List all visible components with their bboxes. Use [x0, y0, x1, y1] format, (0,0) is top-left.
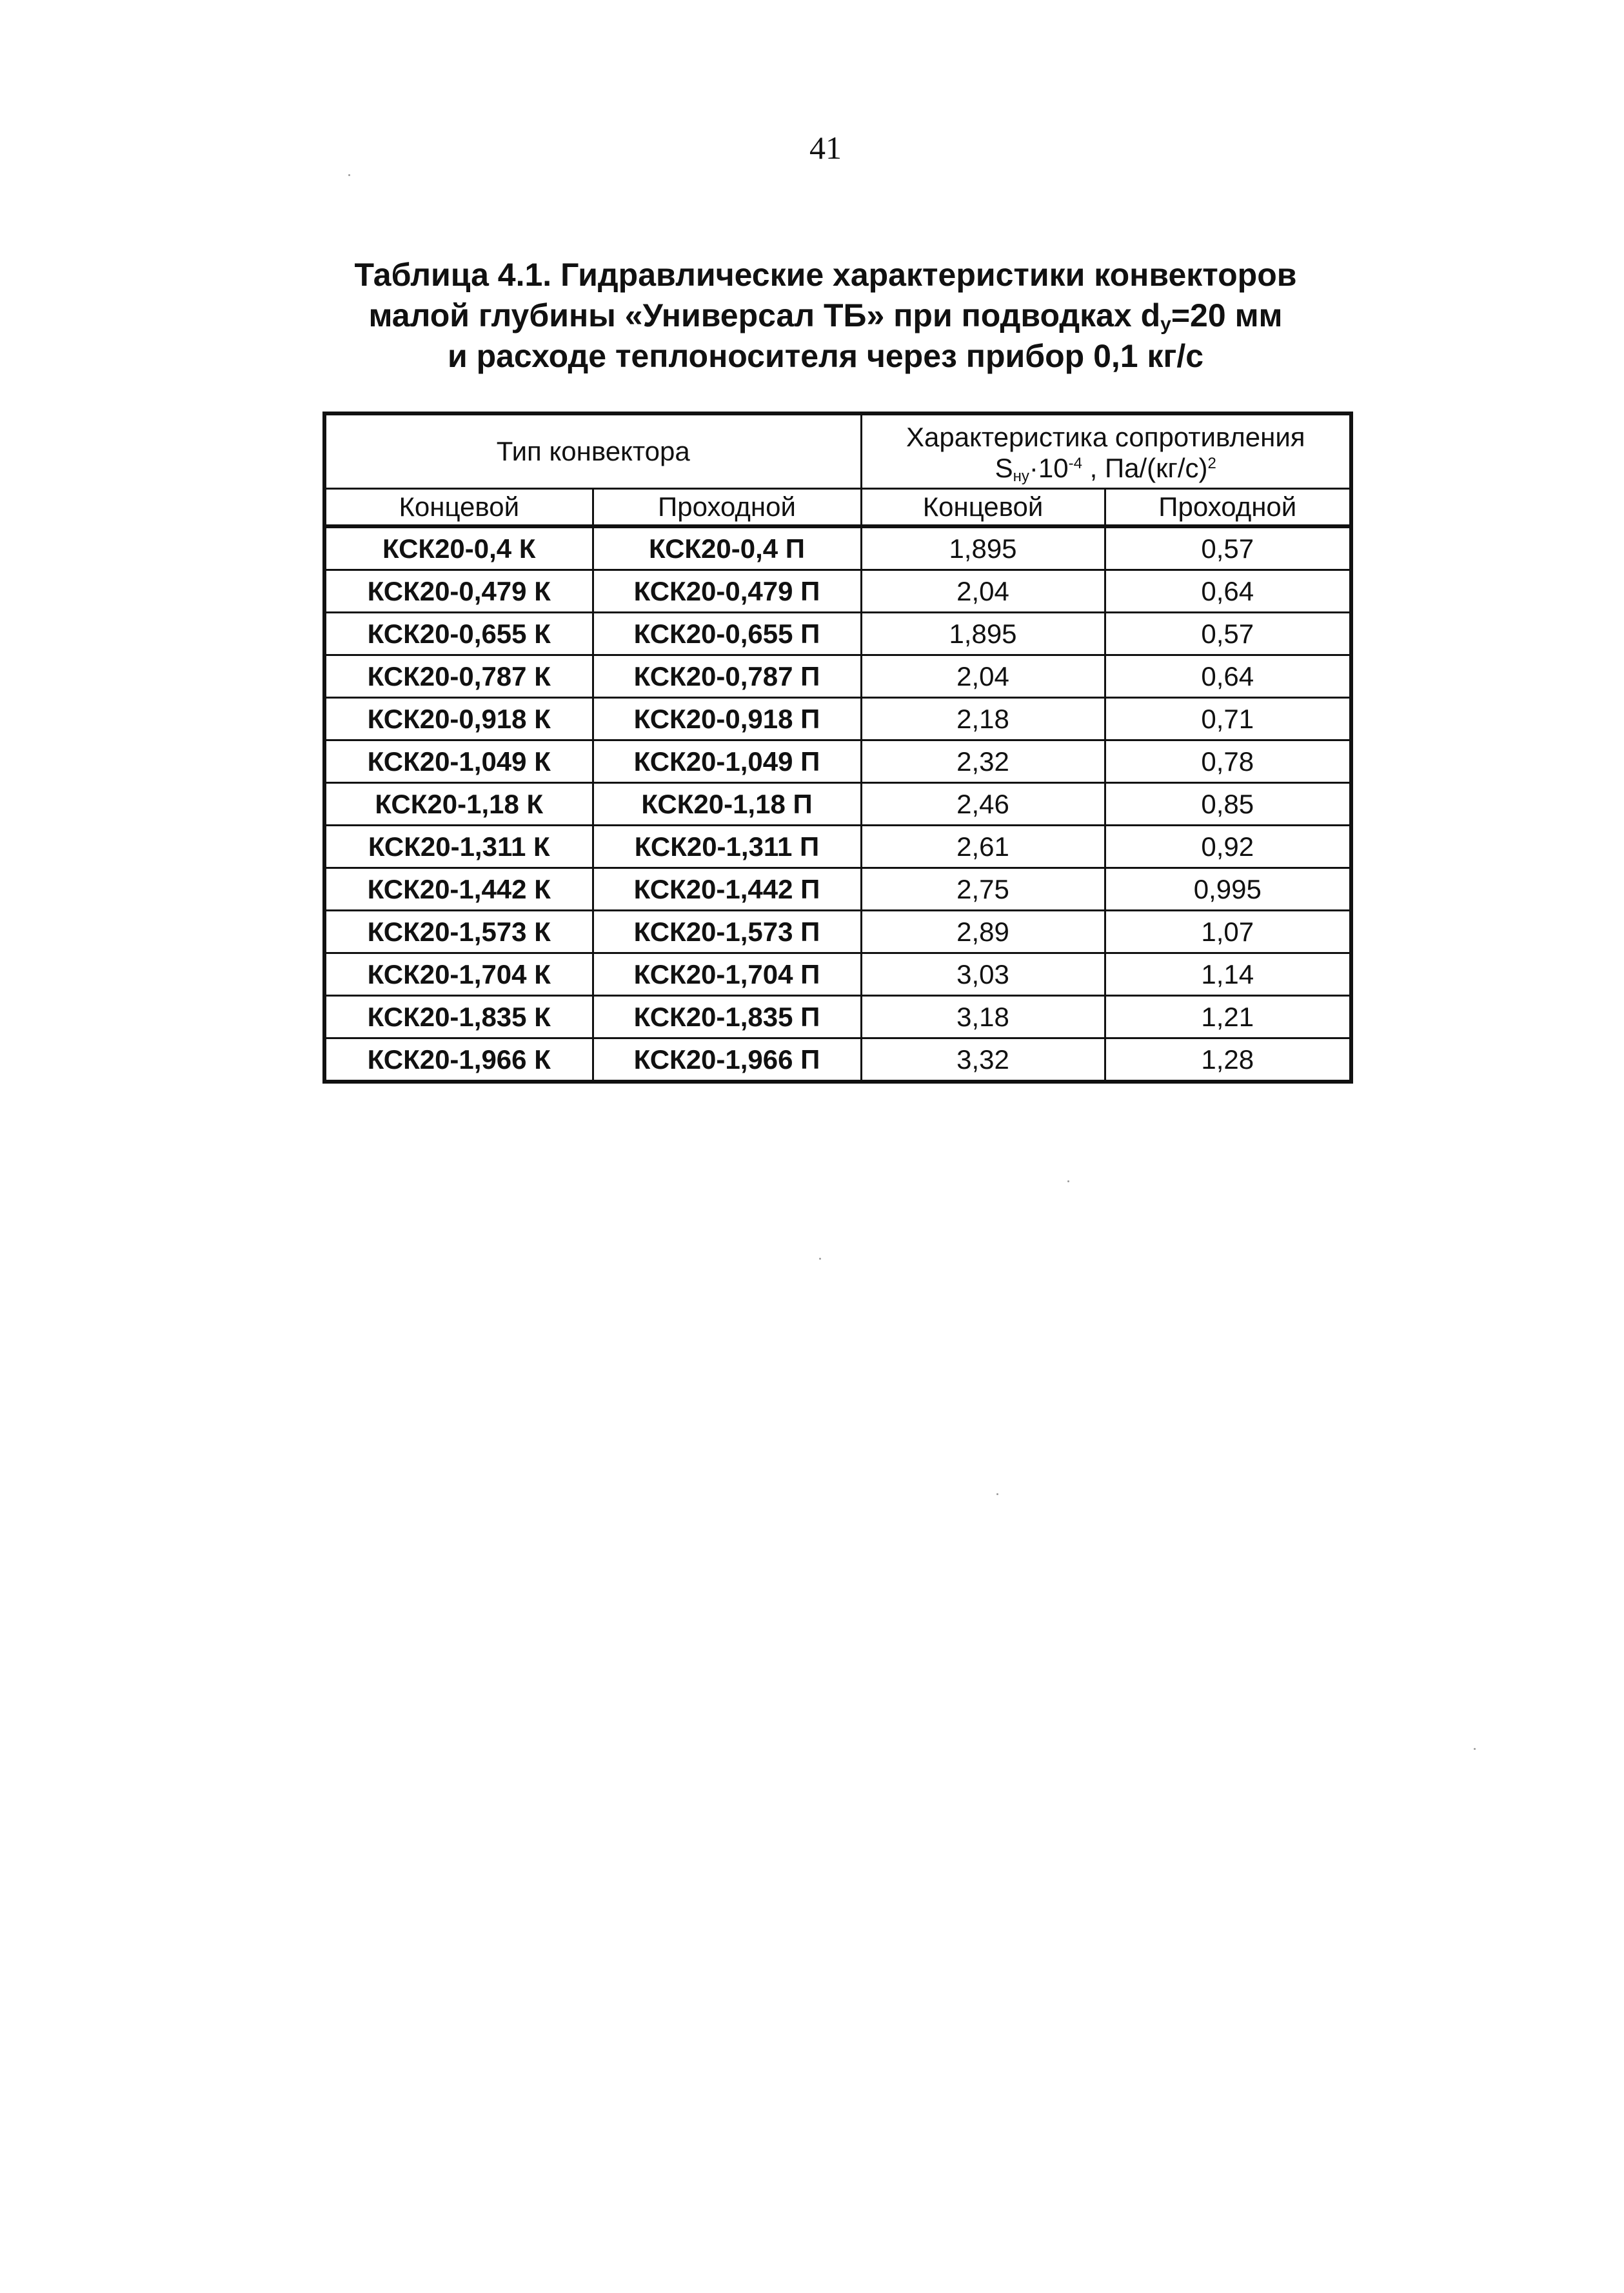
end-resistance-value: 2,75	[861, 868, 1105, 911]
end-resistance-value: 2,32	[861, 740, 1105, 783]
end-convector-name: КСК20-0,918 К	[324, 698, 593, 740]
caption-line-2	[245, 295, 1406, 336]
end-convector-name: КСК20-0,655 К	[324, 613, 593, 655]
table-row	[324, 740, 1351, 783]
convector-table	[322, 412, 1353, 1084]
convector-type-header: Тип конвектора	[324, 413, 861, 489]
end-convector-name: КСК20-1,049 К	[324, 740, 593, 783]
resistance-units-exponent: 2	[1207, 455, 1216, 472]
table-row	[324, 613, 1351, 655]
pass-convector-name: КСК20-1,18 П	[593, 783, 861, 826]
pass-resistance-value: 0,92	[1105, 826, 1351, 868]
pass-resistance-value: 1,28	[1105, 1038, 1351, 1082]
end-convector-name: КСК20-1,966 К	[324, 1038, 593, 1082]
table-row	[324, 526, 1351, 570]
scan-speck	[1474, 1748, 1476, 1750]
pass-convector-name: КСК20-0,787 П	[593, 655, 861, 698]
table-row	[324, 783, 1351, 826]
sub-header-end-resistance: Концевой	[861, 489, 1105, 527]
caption-line-3: и расходе теплоносителя через прибор 0,1 кг/с	[447, 338, 1204, 374]
end-convector-name: КСК20-1,704 К	[324, 953, 593, 996]
pass-resistance-value: 0,78	[1105, 740, 1351, 783]
caption-subscript: у	[1160, 313, 1171, 335]
pass-convector-name: КСК20-1,704 П	[593, 953, 861, 996]
scan-speck	[1067, 1180, 1069, 1182]
end-resistance-value: 2,46	[861, 783, 1105, 826]
resistance-multiplier-exponent: -4	[1068, 455, 1082, 472]
table-row	[324, 996, 1351, 1038]
table-row	[324, 655, 1351, 698]
end-convector-name: КСК20-1,573 К	[324, 911, 593, 953]
pass-resistance-value: 0,71	[1105, 698, 1351, 740]
table-row	[324, 1038, 1351, 1082]
pass-convector-name: КСК20-1,311 П	[593, 826, 861, 868]
pass-resistance-value: 0,995	[1105, 868, 1351, 911]
end-resistance-value: 2,04	[861, 655, 1105, 698]
table-row	[324, 953, 1351, 996]
table-sub-header-row	[324, 489, 1351, 527]
pass-convector-name: КСК20-0,655 П	[593, 613, 861, 655]
end-resistance-value: 2,18	[861, 698, 1105, 740]
end-convector-name: КСК20-1,18 К	[324, 783, 593, 826]
end-convector-name: КСК20-1,311 К	[324, 826, 593, 868]
pass-resistance-value: 0,85	[1105, 783, 1351, 826]
pass-resistance-value: 0,57	[1105, 613, 1351, 655]
pass-resistance-value: 0,57	[1105, 526, 1351, 570]
table-row	[324, 826, 1351, 868]
pass-convector-name: КСК20-0,918 П	[593, 698, 861, 740]
pass-convector-name: КСК20-1,442 П	[593, 868, 861, 911]
pass-convector-name: КСК20-0,479 П	[593, 570, 861, 613]
end-convector-name: КСК20-0,4 К	[324, 526, 593, 570]
page-number: 41	[809, 130, 842, 166]
resistance-units: , Па/(кг/с)	[1082, 453, 1208, 483]
end-convector-name: КСК20-1,835 К	[324, 996, 593, 1038]
pass-resistance-value: 1,07	[1105, 911, 1351, 953]
scan-speck	[819, 1258, 821, 1260]
scan-speck	[348, 174, 350, 176]
resistance-symbol: S	[995, 453, 1013, 483]
caption-line-2-value: =20 мм	[1171, 297, 1283, 333]
pass-convector-name: КСК20-1,049 П	[593, 740, 861, 783]
resistance-header-title: Характеристика сопротивления	[906, 422, 1305, 452]
end-resistance-value: 3,03	[861, 953, 1105, 996]
caption-line-1: Таблица 4.1. Гидравлические характеристики конвекторов	[354, 257, 1297, 293]
end-convector-name: КСК20-0,787 К	[324, 655, 593, 698]
end-convector-name: КСК20-0,479 К	[324, 570, 593, 613]
sub-header-pass-resistance: Проходной	[1105, 489, 1351, 527]
table-row	[324, 698, 1351, 740]
table-row	[324, 868, 1351, 911]
end-resistance-value: 1,895	[861, 526, 1105, 570]
end-resistance-value: 2,89	[861, 911, 1105, 953]
table-group-header-row	[324, 413, 1351, 489]
caption-line-2-text: малой глубины «Универсал ТБ» при подводках d	[368, 297, 1161, 333]
end-resistance-value: 3,18	[861, 996, 1105, 1038]
end-resistance-value: 2,61	[861, 826, 1105, 868]
pass-convector-name: КСК20-1,573 П	[593, 911, 861, 953]
scan-speck	[996, 1493, 998, 1495]
table-row	[324, 911, 1351, 953]
pass-convector-name: КСК20-1,835 П	[593, 996, 861, 1038]
resistance-symbol-subscript: ну	[1013, 468, 1029, 485]
pass-resistance-value: 1,14	[1105, 953, 1351, 996]
pass-resistance-value: 1,21	[1105, 996, 1351, 1038]
table-caption	[245, 255, 1406, 377]
resistance-multiplier: ·10	[1029, 453, 1069, 483]
pass-resistance-value: 0,64	[1105, 655, 1351, 698]
end-resistance-value: 3,32	[861, 1038, 1105, 1082]
sub-header-pass-type: Проходной	[593, 489, 861, 527]
end-resistance-value: 2,04	[861, 570, 1105, 613]
pass-resistance-value: 0,64	[1105, 570, 1351, 613]
sub-header-end-type: Концевой	[324, 489, 593, 527]
resistance-characteristic-header	[861, 413, 1351, 489]
end-resistance-value: 1,895	[861, 613, 1105, 655]
table-row	[324, 570, 1351, 613]
end-convector-name: КСК20-1,442 К	[324, 868, 593, 911]
pass-convector-name: КСК20-1,966 П	[593, 1038, 861, 1082]
pass-convector-name: КСК20-0,4 П	[593, 526, 861, 570]
